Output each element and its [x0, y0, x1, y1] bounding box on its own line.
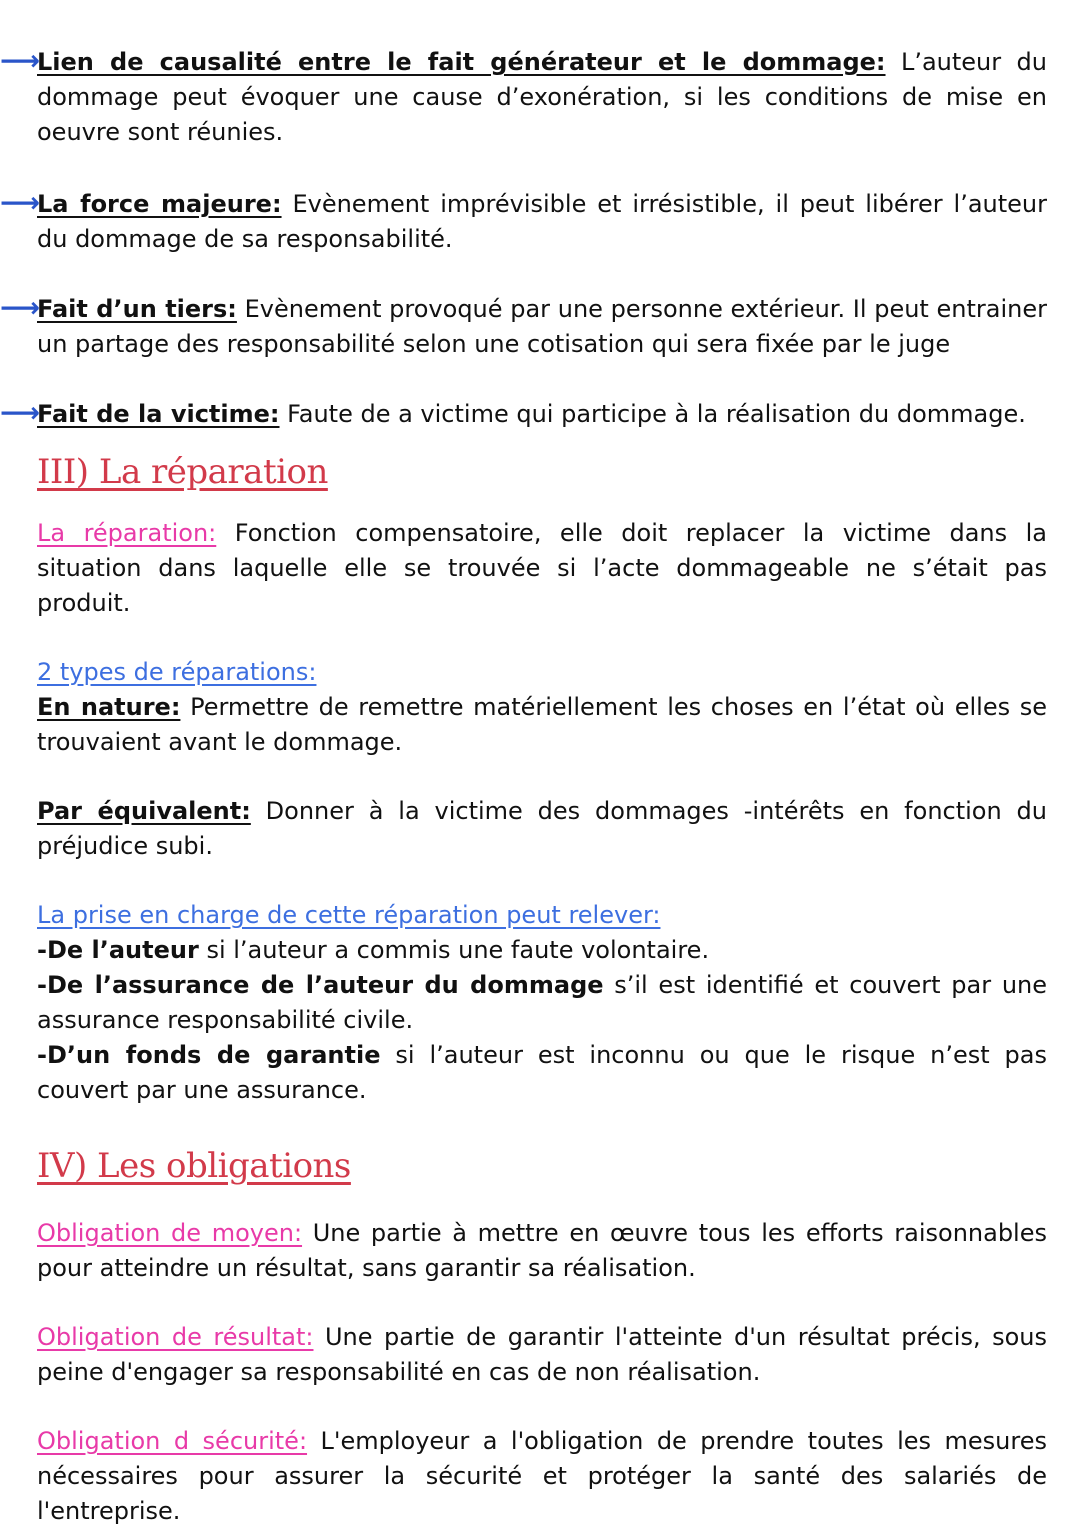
arrow-right-icon: ⟶	[0, 44, 41, 77]
prise-item: -De l’auteur si l’auteur a commis une faute volontaire.	[37, 936, 710, 964]
equivalent-term: Par équivalent:	[37, 797, 251, 825]
obligation-paragraph: Obligation de moyen: Une partie à mettre en œuvre tous les efforts raisonnables pour atteindre un résultat, sans garantir sa réalisation.	[37, 1219, 1047, 1282]
reparation-paragraph: La réparation: Fonction compensatoire, elle doit replacer la victime dans la situation dans laquelle elle se trouvée si l’acte dommageable ne s’était pas produit.	[37, 519, 1048, 617]
prise-item: -De l’assurance de l’auteur du dommage s’il est identifié et couvert par une assurance responsabilité civile.	[37, 971, 1048, 1034]
item-term: Fait de la victime:	[37, 400, 280, 428]
obligation-term: Obligation d sécurité:	[37, 1427, 308, 1455]
item-text: Evènement provoqué par une personne extérieur. Il peut entrainer un partage des responsabilité selon une cotisation qui sera fixée par le juge	[37, 295, 1048, 358]
obligation-paragraph: Obligation de résultat: Une partie de garantir l'atteinte d'un résultat précis, sous peine d'engager sa responsabilité en cas de non réalisation.	[37, 1323, 1047, 1386]
nature-term: En nature:	[37, 693, 181, 721]
equivalent-paragraph: Par équivalent: Donner à la victime des dommages -intérêts en fonction du préjudice subi.	[37, 797, 1047, 860]
item-term: La force majeure:	[37, 190, 282, 218]
section-heading-obligations: IV) Les obligations	[37, 1146, 351, 1186]
item-term: Lien de causalité entre le fait générateur et le dommage:	[37, 48, 886, 76]
item-term: Fait d’un tiers:	[37, 295, 237, 323]
list-item	[0, 186, 1047, 257]
arrow-right-icon: ⟶	[0, 186, 41, 219]
item-text: Faute de a victime qui participe à la réalisation du dommage.	[279, 400, 1026, 428]
reparation-term: La réparation:	[37, 519, 217, 547]
list-item	[0, 396, 1047, 432]
item-text: L’auteur du dommage peut évoquer une cause d’exonération, si les conditions de mise en oeuvre sont réunies.	[37, 48, 1048, 146]
arrow-right-icon: ⟶	[0, 291, 41, 324]
obligation-term: Obligation de moyen:	[37, 1219, 303, 1247]
document-page	[0, 44, 1048, 1529]
obligation-term: Obligation de résultat:	[37, 1323, 314, 1351]
types-heading: 2 types de réparations:	[37, 658, 317, 686]
prise-item: -D’un fonds de garantie si l’auteur est inconnu ou que le risque n’est pas couvert par une assurance.	[37, 1041, 1047, 1104]
section-heading-reparation: III) La réparation	[37, 452, 328, 492]
prise-heading: La prise en charge de cette réparation peut relever:	[37, 901, 661, 929]
item-text: Evènement imprévisible et irrésistible, il peut libérer l’auteur du dommage de sa responsabilité.	[37, 190, 1047, 253]
list-item	[0, 291, 1048, 362]
nature-paragraph: En nature: Permettre de remettre matériellement les choses en l’état où elles se trouvaient avant le dommage.	[37, 693, 1048, 756]
arrow-right-icon: ⟶	[0, 396, 41, 429]
obligation-paragraph: Obligation d sécurité: L'employeur a l'obligation de prendre toutes les mesures nécessaires pour assurer la sécurité et protéger la santé des salariés de l'entreprise.	[37, 1427, 1047, 1525]
list-item	[0, 44, 1048, 150]
